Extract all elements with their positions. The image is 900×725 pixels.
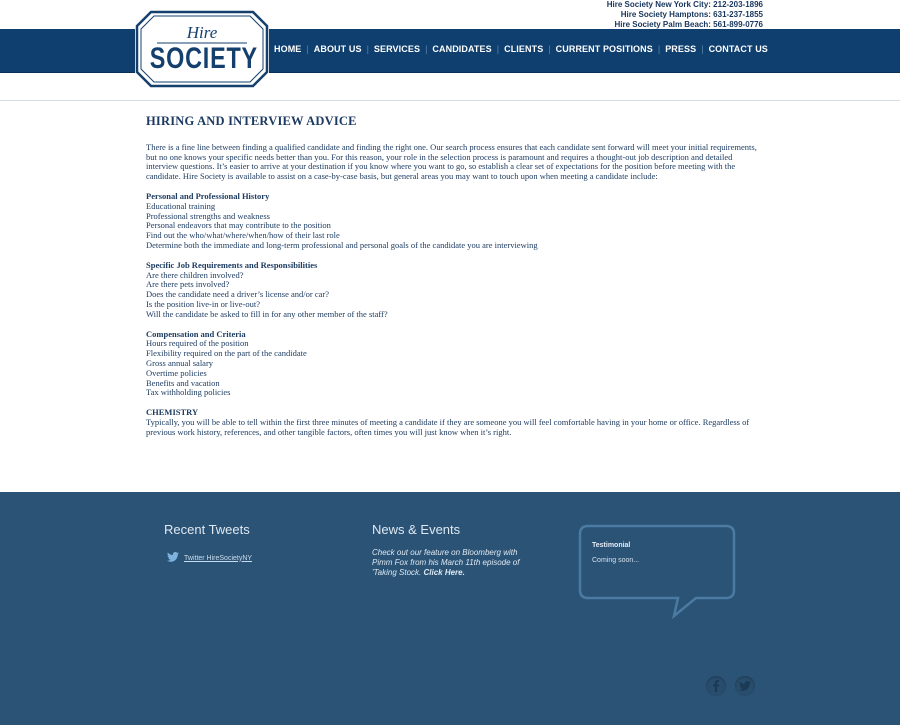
nav-press[interactable]: PRESS bbox=[665, 44, 697, 54]
facebook-icon[interactable] bbox=[706, 676, 726, 696]
list-item: Is the position live-in or live-out? bbox=[146, 298, 261, 309]
nav-clients[interactable]: CLIENTS bbox=[504, 44, 544, 54]
nav-separator: | bbox=[701, 44, 704, 54]
site-logo[interactable] bbox=[135, 10, 269, 88]
testimonial-text: Coming soon... bbox=[592, 557, 640, 564]
section-heading-chemistry: CHEMISTRY bbox=[146, 407, 199, 418]
list-item: Hours required of the position bbox=[146, 338, 249, 349]
nav-about-us[interactable]: ABOUT US bbox=[313, 44, 362, 54]
list-item: Are there pets involved? bbox=[146, 279, 230, 290]
twitter-profile-link[interactable]: Twitter HireSocietyNY bbox=[184, 554, 253, 562]
twitter-feed-item bbox=[167, 549, 252, 567]
phone-hamptons: Hire Society Hamptons: 631-237-1855 bbox=[620, 10, 763, 19]
testimonial-title: Testimonial bbox=[592, 542, 631, 549]
logo-hire-text: Hire bbox=[186, 23, 218, 42]
list-item: Does the candidate need a driver’s license and/or car? bbox=[146, 289, 329, 300]
page-title: HIRING AND INTERVIEW ADVICE bbox=[146, 114, 357, 128]
recent-tweets-title: Recent Tweets bbox=[164, 522, 250, 537]
list-item: Educational training bbox=[146, 200, 216, 211]
main-content bbox=[146, 114, 758, 448]
nav-services[interactable]: SERVICES bbox=[373, 44, 421, 54]
logo-society-text: SOCIETY bbox=[149, 42, 258, 75]
section-list-requirements bbox=[146, 271, 758, 320]
nav-separator: | bbox=[548, 44, 551, 54]
section-list-compensation bbox=[146, 339, 758, 398]
list-item: Are there children involved? bbox=[146, 269, 244, 280]
news-text: Check out our feature on Bloomberg with Pimm Fox from his March 11th episode of 'Taking Stock. bbox=[372, 548, 520, 577]
nav-separator: | bbox=[496, 44, 500, 54]
nav-candidates[interactable]: CANDIDATES bbox=[432, 44, 492, 54]
nav-separator: | bbox=[657, 44, 661, 54]
list-item: Benefits and vacation bbox=[146, 377, 220, 388]
nav-current-positions[interactable]: CURRENT POSITIONS bbox=[555, 44, 653, 54]
list-item: Determine both the immediate and long-term professional and personal goals of the candidate you are interviewing bbox=[146, 239, 538, 250]
speech-bubble-icon bbox=[578, 524, 738, 620]
list-item: Overtime policies bbox=[146, 367, 207, 378]
nav-home[interactable]: HOME bbox=[274, 44, 302, 54]
list-item: Will the candidate be asked to fill in for any other member of the staff? bbox=[146, 308, 388, 319]
site-footer bbox=[0, 492, 900, 725]
twitter-bird-icon bbox=[167, 549, 179, 567]
section-heading-compensation: Compensation and Criteria bbox=[146, 328, 246, 339]
section-list-history bbox=[146, 202, 758, 251]
intro-paragraph: There is a fine line between finding a qualified candidate and finding the right one. Our search process ensures that each candidate sent forward will meet your initial requirements, but no one knows your specific needs better than you. For this reason, your role in the selection process is paramount and requires a thought-out job description and detailed interview questions. It’s easier to arrive at your destination if you know where you want to go, so establish a clear set of expectations for the position before meeting with the candidate. Hire Society is available to assist on a case-by-case basis, but general areas you may want to touch upon when meeting a candidate include: bbox=[146, 141, 757, 182]
testimonial-bubble bbox=[578, 524, 738, 625]
list-item: Personal endeavors that may contribute to the position bbox=[146, 220, 331, 231]
list-item: Tax withholding policies bbox=[146, 387, 231, 398]
news-item bbox=[372, 548, 522, 578]
list-item: Professional strengths and weakness bbox=[146, 210, 270, 221]
nav-separator: | bbox=[306, 44, 309, 54]
news-click-here-link[interactable]: Click Here. bbox=[423, 568, 465, 577]
phone-list bbox=[607, 0, 763, 30]
main-nav bbox=[274, 44, 768, 54]
news-events-title: News & Events bbox=[372, 522, 461, 537]
phone-nyc: Hire Society New York City: 212-203-1896 bbox=[606, 0, 763, 9]
list-item: Flexibility required on the part of the candidate bbox=[146, 348, 307, 359]
section-heading-requirements: Specific Job Requirements and Responsibilities bbox=[146, 259, 318, 270]
nav-separator: | bbox=[366, 44, 369, 54]
section-heading-history: Personal and Professional History bbox=[146, 190, 270, 201]
list-item: Find out the who/what/where/when/how of their last role bbox=[146, 230, 340, 241]
list-item: Gross annual salary bbox=[146, 357, 214, 368]
twitter-icon[interactable] bbox=[735, 676, 755, 696]
nav-contact-us[interactable]: CONTACT US bbox=[708, 44, 768, 54]
nav-separator: | bbox=[425, 44, 428, 54]
chemistry-paragraph: Typically, you will be able to tell within the first three minutes of meeting a candidate if they are someone you will feel comfortable having in your home or office. Regardless of previous work history, references, and other tangible factors, often times you will just know when it’s right. bbox=[146, 416, 750, 437]
phone-palm-beach: Hire Society Palm Beach: 561-899-0776 bbox=[614, 20, 763, 29]
